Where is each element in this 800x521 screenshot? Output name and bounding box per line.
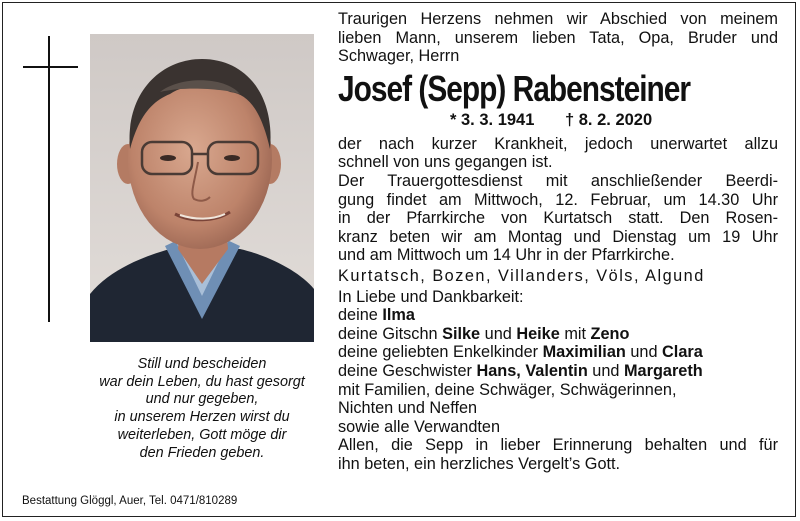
portrait-photo [90,34,314,342]
closing-line: Allen, die Sepp in lieber Erinnerung behalten und für [338,436,778,455]
mourner-prefix: deine geliebten Enkelkinder [338,343,543,362]
mourner-name: Ilma [382,306,415,325]
mourner-name: Hans, Valentin [476,361,588,380]
mourner-conjunction: mit [559,324,591,343]
mourner-wife [338,306,778,325]
memorial-verse [90,356,314,462]
verse-line: in unserem Herzen wirst du [114,409,290,426]
mourner-name: Margareth [623,361,703,380]
mourner-name: Heike [516,324,560,343]
life-dates [338,111,778,135]
verse-line: Still und bescheiden [137,356,267,372]
thanks-intro: In Liebe und Dankbarkeit: [338,287,524,306]
deceased-name: Josef (Sepp) Rabensteiner [338,67,691,109]
closing-line: ihn beten, ein herzliches Vergelt’s Gott. [338,454,621,473]
cross-icon [48,36,50,322]
mourner-prefix: deine [338,306,383,325]
relatives-line: mit Familien, deine Schwäger, Schwägerinnen, [338,380,677,399]
mourner-prefix: deine Gitschn [338,324,443,343]
mourner-siblings [338,362,778,381]
intro-line: lieben Mann, unserem lieben Tata, Opa, Bruder und [338,28,778,47]
announcement-line: in der Pfarrkirche von Kurtatsch statt. Den Rosen- [338,209,778,228]
announcement-line: und am Mittwoch um 14 Uhr in der Pfarrkirche. [338,246,675,265]
mourner-children [338,325,778,344]
relatives-line: sowie alle Verwandten [338,417,501,436]
announcement-line: Der Trauergottesdienst mit anschließender Beerdi- [338,171,778,190]
mourner-prefix: deine Geschwister [338,361,477,380]
death-date: † 8. 2. 2020 [565,110,653,129]
mourner-name: Zeno [590,324,630,343]
relatives-line: Nichten und Neffen [338,399,478,418]
intro-line: Schwager, Herrn [338,47,460,66]
verse-line: und nur gegeben, [145,391,259,408]
notice-text [338,10,778,473]
verse-line: war dein Leben, du hast gesorgt [99,373,305,390]
places-list: Kurtatsch, Bozen, Villanders, Völs, Algund [338,266,705,285]
cross-bar [23,66,78,68]
mourner-name: Silke [442,324,481,343]
announcement-line: kranz beten wir am Montag und Dienstag um 19 Uhr [338,227,778,246]
verse-line: den Frieden geben. [139,444,265,461]
mourner-name: Maximilian [542,343,626,362]
announcement-line: gung findet am Mittwoch, 12. Februar, um 14.30 Uhr [338,190,778,209]
announcement-line: der nach kurzer Krankheit, jedoch unerwartet allzu [338,134,778,153]
intro-line: Traurigen Herzens nehmen wir Abschied von meinem [338,10,778,28]
mourner-conjunction: und [480,324,517,343]
mourner-grandchildren [338,343,778,362]
announcement-line: schnell von uns gegangen ist. [338,153,553,172]
mourner-name: Clara [662,343,703,362]
mourner-conjunction: und [587,361,624,380]
verse-line: weiterleben, Gott möge dir [117,426,287,443]
mourner-conjunction: und [625,343,663,362]
funeral-home-contact: Bestattung Glöggl, Auer, Tel. 0471/810289 [22,495,238,507]
birth-date: * 3. 3. 1941 [450,110,535,129]
